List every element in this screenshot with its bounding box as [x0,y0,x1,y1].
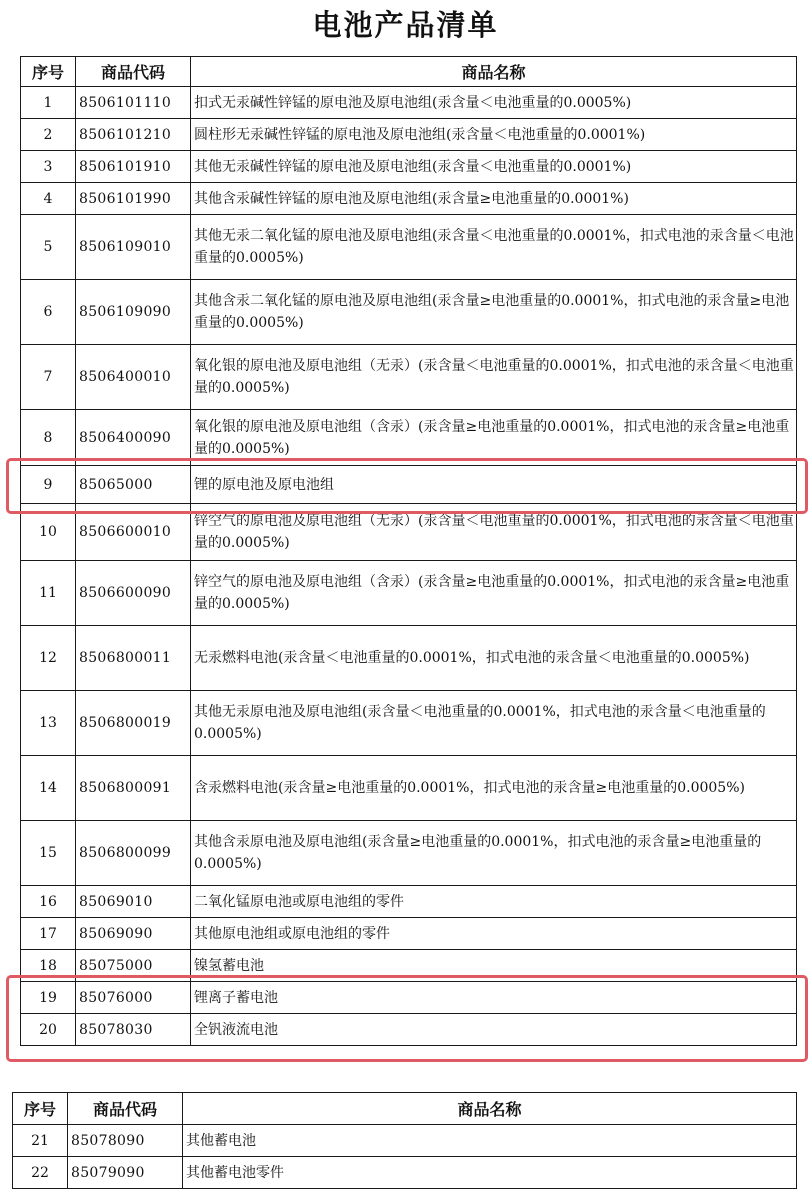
table-header-row [13,1093,797,1125]
table-row [21,950,797,982]
row-code: 85069090 [76,918,191,950]
row-name: 其他蓄电池 [183,1125,797,1157]
row-index: 22 [13,1157,68,1189]
row-code: 8506400090 [76,410,191,466]
row-code: 8506800011 [76,626,191,691]
row-index: 13 [21,691,76,756]
row-index: 10 [21,504,76,561]
row-code: 8506800091 [76,756,191,821]
row-name: 其他原电池组或原电池组的零件 [191,918,797,950]
row-code: 8506400010 [76,345,191,410]
table-row [21,215,797,280]
row-index: 19 [21,982,76,1014]
row-name: 锌空气的原电池及原电池组（含汞）(汞含量≥电池重量的0.0001%，扣式电池的汞含量≥电池重量的0.0005%) [191,561,797,626]
battery-product-table [20,56,797,1046]
table-row [21,119,797,151]
table-row [21,561,797,626]
row-code: 8506109090 [76,280,191,345]
header-name: 商品名称 [183,1093,797,1125]
table-row [21,886,797,918]
battery-product-table-continued [12,1092,797,1189]
header-index: 序号 [21,57,76,87]
row-code: 85065000 [76,466,191,504]
row-index: 16 [21,886,76,918]
row-code: 85076000 [76,982,191,1014]
row-name: 其他含汞二氧化锰的原电池及原电池组(汞含量≥电池重量的0.0001%，扣式电池的汞含量≥电池重量的0.0005%) [191,280,797,345]
row-index: 17 [21,918,76,950]
table-row [21,821,797,886]
row-code: 8506600010 [76,504,191,561]
row-name: 其他含汞碱性锌锰的原电池及原电池组(汞含量≥电池重量的0.0001%) [191,183,797,215]
table-row [13,1125,797,1157]
row-index: 21 [13,1125,68,1157]
table-row [21,87,797,119]
row-name: 锂的原电池及原电池组 [191,466,797,504]
header-code: 商品代码 [76,57,191,87]
row-index: 9 [21,466,76,504]
row-code: 8506101990 [76,183,191,215]
row-name: 扣式无汞碱性锌锰的原电池及原电池组(汞含量＜电池重量的0.0005%) [191,87,797,119]
table-row [21,982,797,1014]
row-index: 4 [21,183,76,215]
row-name: 镍氢蓄电池 [191,950,797,982]
row-name: 锌空气的原电池及原电池组（无汞）(汞含量＜电池重量的0.0001%，扣式电池的汞含量＜电池重量的0.0005%) [191,504,797,561]
row-index: 1 [21,87,76,119]
row-code: 85078030 [76,1014,191,1046]
table-row [21,504,797,561]
row-index: 7 [21,345,76,410]
table-row [21,1014,797,1046]
row-name: 氧化银的原电池及原电池组（含汞）(汞含量≥电池重量的0.0001%，扣式电池的汞含量≥电池重量的0.0005%) [191,410,797,466]
row-name: 锂离子蓄电池 [191,982,797,1014]
row-index: 18 [21,950,76,982]
row-code: 8506101910 [76,151,191,183]
row-name: 无汞燃料电池(汞含量＜电池重量的0.0001%，扣式电池的汞含量＜电池重量的0.0005%) [191,626,797,691]
row-index: 6 [21,280,76,345]
row-code: 8506101110 [76,87,191,119]
row-code: 85069010 [76,886,191,918]
row-name: 全钒液流电池 [191,1014,797,1046]
row-code: 85075000 [76,950,191,982]
row-name: 其他蓄电池零件 [183,1157,797,1189]
row-index: 15 [21,821,76,886]
header-name: 商品名称 [191,57,797,87]
row-index: 5 [21,215,76,280]
row-code: 8506109010 [76,215,191,280]
row-index: 14 [21,756,76,821]
table-row [21,756,797,821]
row-name: 其他无汞二氧化锰的原电池及原电池组(汞含量＜电池重量的0.0001%，扣式电池的汞含量＜电池重量的0.0005%) [191,215,797,280]
row-code: 85079090 [68,1157,183,1189]
table-row [21,151,797,183]
table-row [21,466,797,504]
table-row [21,345,797,410]
table-row [13,1157,797,1189]
row-index: 20 [21,1014,76,1046]
row-name: 其他含汞原电池及原电池组(汞含量≥电池重量的0.0001%，扣式电池的汞含量≥电池重量的0.0005%) [191,821,797,886]
header-code: 商品代码 [68,1093,183,1125]
table-row [21,691,797,756]
row-code: 8506800019 [76,691,191,756]
table-row [21,410,797,466]
row-index: 11 [21,561,76,626]
row-code: 8506600090 [76,561,191,626]
row-name: 其他无汞碱性锌锰的原电池及原电池组(汞含量＜电池重量的0.0001%) [191,151,797,183]
row-name: 圆柱形无汞碱性锌锰的原电池及原电池组(汞含量＜电池重量的0.0001%) [191,119,797,151]
header-index: 序号 [13,1093,68,1125]
row-name: 二氧化锰原电池或原电池组的零件 [191,886,797,918]
row-code: 8506800099 [76,821,191,886]
table-row [21,626,797,691]
table-header-row [21,57,797,87]
row-code: 85078090 [68,1125,183,1157]
row-index: 2 [21,119,76,151]
row-name: 其他无汞原电池及原电池组(汞含量＜电池重量的0.0001%，扣式电池的汞含量＜电池重量的0.0005%) [191,691,797,756]
row-index: 3 [21,151,76,183]
page-title: 电池产品清单 [312,8,499,42]
row-index: 8 [21,410,76,466]
row-name: 含汞燃料电池(汞含量≥电池重量的0.0001%，扣式电池的汞含量≥电池重量的0.0005%) [191,756,797,821]
table-row [21,183,797,215]
row-index: 12 [21,626,76,691]
table-row [21,280,797,345]
table-row [21,918,797,950]
row-name: 氧化银的原电池及原电池组（无汞）(汞含量＜电池重量的0.0001%，扣式电池的汞含量＜电池重量的0.0005%) [191,345,797,410]
row-code: 8506101210 [76,119,191,151]
